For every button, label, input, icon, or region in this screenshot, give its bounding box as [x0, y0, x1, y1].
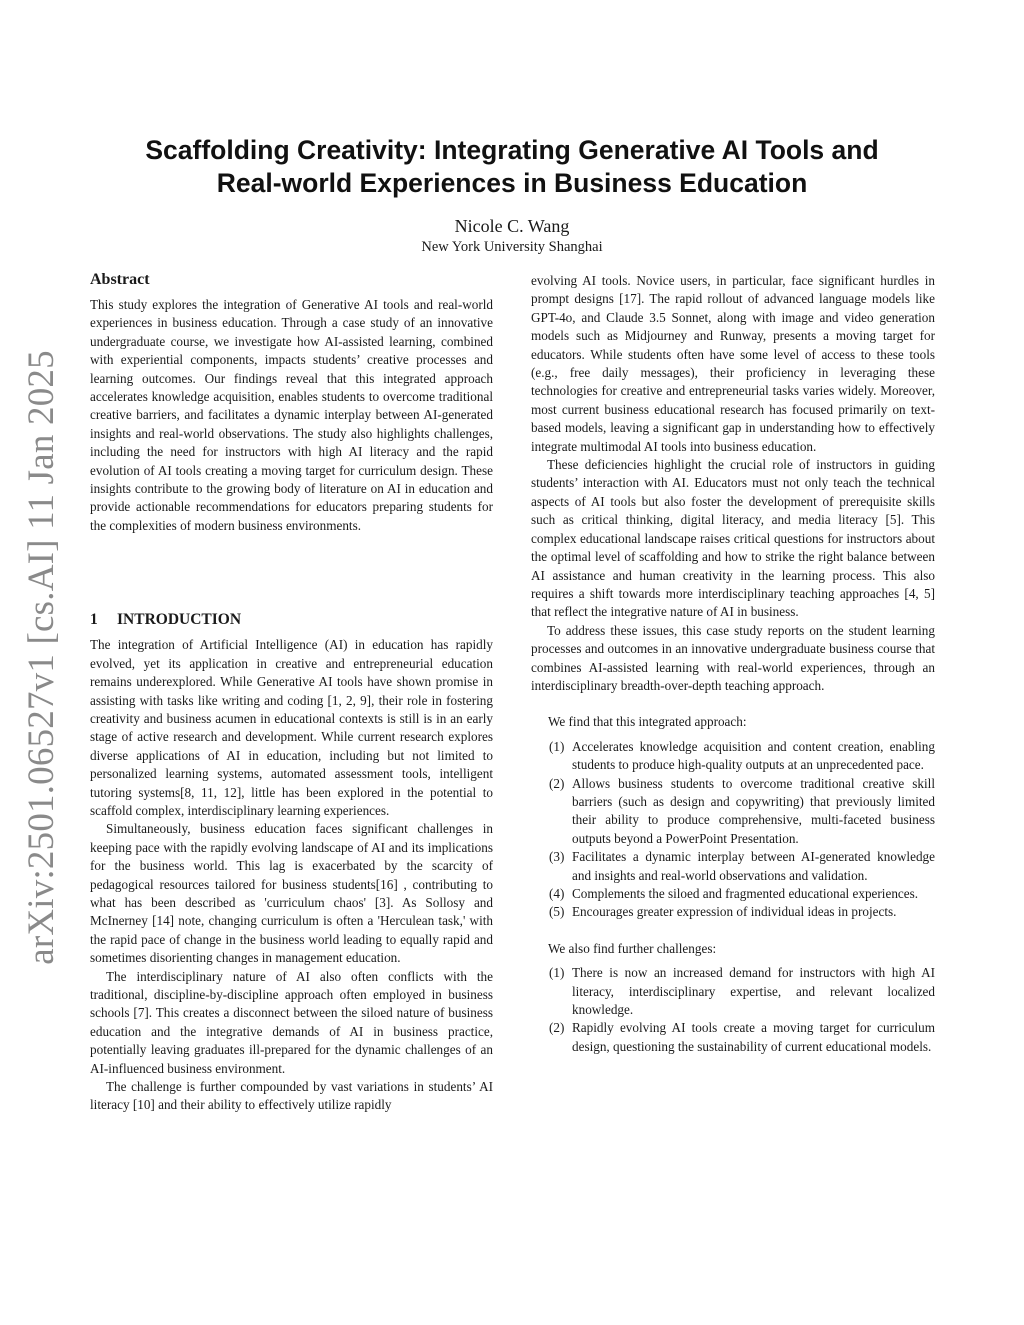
intro-paragraph: Simultaneously, business education faces significant challenges in keeping pace with the rapidly evolving landscape of AI and its implications for the business world. This lag is exacerbated by the scarcity of pedagogical resources tailored for business students[16] , contributing to what has been described as 'curriculum chaos' [3]. As Sollosy and McInerney [14] note, changing curriculum is often a 'Herculean task,' with the rapid pace of change in the business world leading to equally rapid and sometimes disorienting changes in management education.: [90, 821, 493, 966]
list-item-number: (5): [549, 904, 565, 920]
arxiv-side-stamp: [16, 350, 66, 965]
right-column: [531, 272, 935, 1056]
findings-list: [531, 738, 935, 922]
list-item-text: Rapidly evolving AI tools create a moving target for curriculum design, questioning the sustainability of current educational models.: [572, 1020, 935, 1054]
list-item-number: (2): [549, 775, 565, 791]
intro-paragraph: evolving AI tools. Novice users, in particular, face significant hurdles in prompt designs [17]. The rapid rollout of advanced language models like GPT-4o, and Claude 3.5 Sonnet, along with image and video generation models such as Midjourney and Runway, presents a moving target for educators. While students often have some level of access to these tools (e.g., free daily messages), their proficiency in leveraging these technologies for creative and entrepreneurial tasks varies widely. Moreover, most current business educational research has focused primarily on text-based models, leaving a significant gap in understanding how to effectively integrate multimodal AI tools into business education.: [531, 273, 935, 454]
list-item: [531, 1019, 935, 1056]
list-item: [531, 964, 935, 1019]
paper-title: [90, 134, 934, 200]
title-line-1: Scaffolding Creativity: Integrating Generative AI Tools and: [145, 135, 879, 165]
intro-paragraph: These deficiencies highlight the crucial role of instructors in guiding students’ interaction with AI. Educators must not only teach the technical aspects of AI tools but also foster the development of prerequisite skills such as critical thinking, digital literacy, and media literacy [5]. This complex educational landscape raises critical questions for instructors about the optimal level of scaffolding and how to strike the right balance between AI assistance and human creativity in the learning process. This also requires a shift towards more interdisciplinary teaching approaches [4, 5] that reflect the integrative nature of AI in business.: [531, 457, 935, 620]
left-column: [90, 270, 493, 1115]
abstract-text: This study explores the integration of Generative AI tools and real-world experiences in business education. Through a case study of an innovative undergraduate course, we investigate how AI-assisted learning, combined with experiential components, impacts students’ creative processes and learning outcomes. Our findings reveal that this integrated approach accelerates knowledge acquisition, enables students to overcome traditional creative barriers, and facilitates a dynamic interplay between AI-generated insights and real-world observations. The study also highlights challenges, including the need for instructors with high AI literacy and the rapid evolution of AI tools creating a moving target for curriculum design. These insights contribute to the growing body of literature on AI in education and provide actionable recommendations for educators preparing students for the complexities of modern business environments.: [90, 297, 493, 533]
list-item-text: Complements the siloed and fragmented educational experiences.: [572, 886, 919, 901]
list-item: [531, 903, 935, 921]
abstract-heading: Abstract: [90, 271, 150, 288]
intro-paragraph: To address these issues, this case study reports on the student learning processes and outcomes in an innovative undergraduate business course that combines AI-assisted learning with real-world experiences, through an interdisciplinary breadth-over-depth teaching approach.: [531, 622, 935, 693]
author-name: Nicole C. Wang: [454, 216, 570, 236]
list-item-number: (2): [549, 1020, 565, 1036]
intro-paragraph: The interdisciplinary nature of AI also often conflicts with the traditional, discipline-by-discipline approach often employed in business schools [7]. This creates a disconnect between the siloed nature of business education and the integrative demands of AI in business practice, potentially leaving graduates ill-prepared for the dynamic challenges of an AI-influenced business environment.: [90, 968, 493, 1076]
list-item: [531, 848, 935, 885]
intro-paragraph: The integration of Artificial Intelligence (AI) in education has rapidly evolved, yet its application in creative and entrepreneurial education remains underexplored. While Generative AI tools have shown promise in assisting with tasks like writing and coding [1, 2, 9], their role in fostering creativity and business acumen in educational contexts is still is in an early stage of active research and development. While current research explores diverse applications of AI in education, including but not limited to personalized learning systems, automated assessment tools, intelligent tutoring systems[8, 11, 12], little has been explored in the potential to scaffold complex, interdisciplinary learning experiences.: [90, 637, 493, 818]
list-item: [531, 885, 935, 903]
section-title: INTRODUCTION: [117, 611, 242, 629]
list-item-number: (4): [549, 886, 565, 901]
list-item-text: There is now an increased demand for instructors with high AI literacy, interdisciplinary expertise, and relevant localized knowledge.: [572, 965, 935, 1018]
list-item-number: (3): [549, 849, 565, 865]
list-item-text: Facilitates a dynamic interplay between AI-generated knowledge and insights and real-world observations and validation.: [572, 849, 935, 883]
challenges-intro: We also find further challenges:: [548, 940, 717, 956]
author-affiliation: New York University Shanghai: [421, 239, 603, 255]
list-item-text: Encourages greater expression of individual ideas in projects.: [572, 904, 897, 920]
challenges-list: [531, 964, 935, 1056]
findings-intro: We find that this integrated approach:: [548, 714, 747, 730]
list-item: [531, 775, 935, 849]
list-item-number: (1): [549, 738, 565, 754]
list-item-text: Allows business students to overcome traditional creative skill barriers (such as design and copywriting) that previously limited their ability to produce comprehensive, multi-faceted business outputs beyond a PowerPoint Presentation.: [572, 775, 935, 846]
arxiv-identifier: arXiv:2501.06527v1 [cs.AI] 11 Jan 2025: [20, 350, 62, 965]
section-heading: [90, 610, 493, 630]
title-line-2: Real-world Experiences in Business Education: [216, 168, 808, 198]
list-item-number: (1): [549, 965, 565, 981]
list-item: [531, 738, 935, 775]
intro-paragraph: The challenge is further compounded by vast variations in students’ AI literacy [10] and their ability to effectively utilize rapidly: [90, 1079, 493, 1113]
section-number: 1: [90, 611, 98, 629]
list-item-text: Accelerates knowledge acquisition and content creation, enabling students to produce high-quality outputs at an unprecedented pace.: [572, 738, 935, 773]
